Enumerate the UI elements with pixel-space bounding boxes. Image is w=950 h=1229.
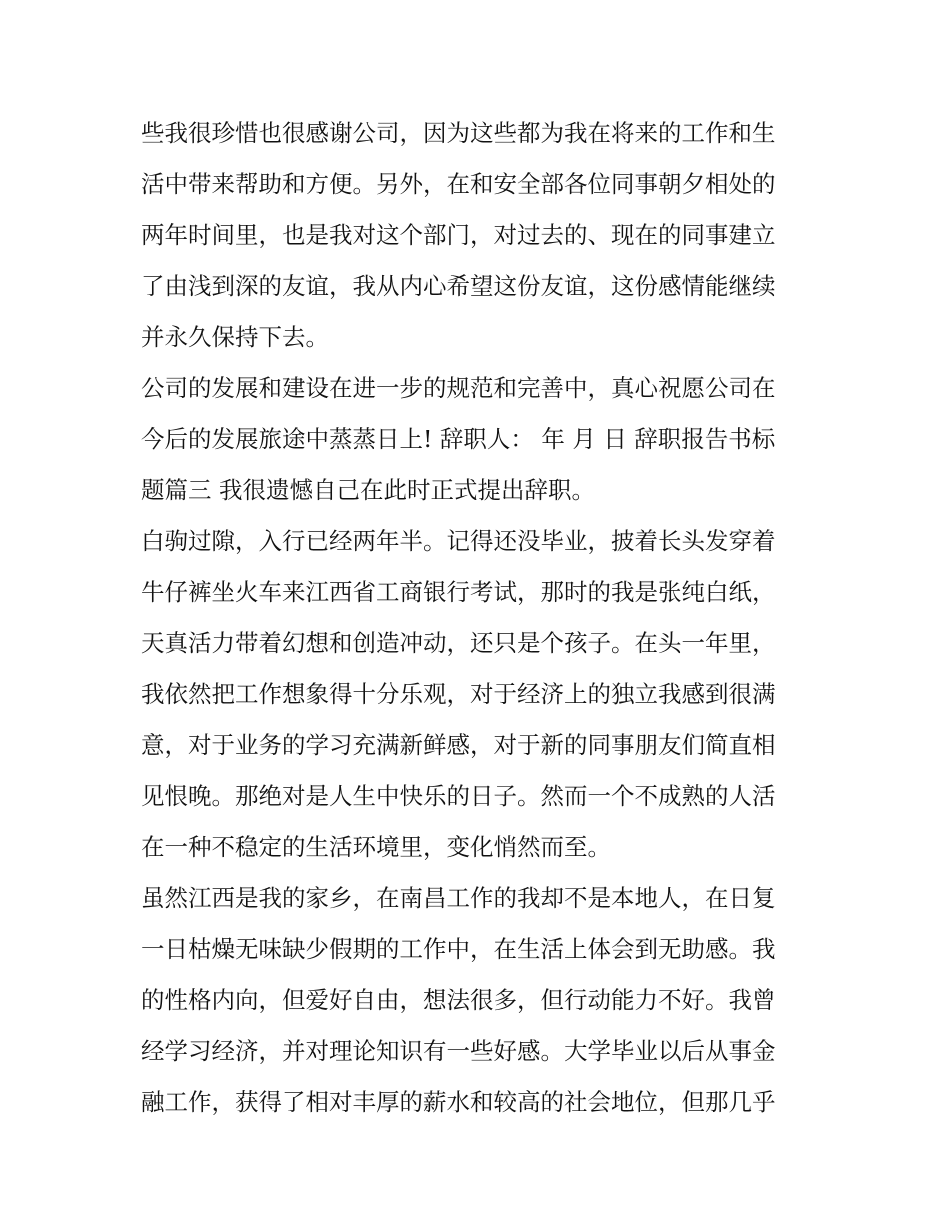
text-line: 天真活力带着幻想和创造冲动，还只是个孩子。在头一年里，: [141, 629, 776, 657]
text-line: 融工作，获得了相对丰厚的薪水和较高的社会地位，但那几乎: [141, 1088, 776, 1116]
text-line: 经学习经济，并对理论知识有一些好感。大学毕业以后从事金: [141, 1037, 776, 1065]
text-line: 在一种不稳定的生活环境里，变化悄然而至。: [141, 833, 611, 861]
document-body: [141, 108, 813, 1128]
text-line: 意，对于业务的学习充满新鲜感，对于新的同事朋友们简直相: [141, 731, 776, 759]
text-line: 我依然把工作想象得十分乐观，对于经济上的独立我感到很满: [141, 680, 776, 708]
text-line: 两年时间里，也是我对这个部门，对过去的、现在的同事建立: [141, 221, 776, 249]
text-line: 今后的发展旅途中蒸蒸日上! 辞职人： 年 月 日 辞职报告书标: [141, 425, 776, 453]
text-line: 牛仔裤坐火车来江西省工商银行考试，那时的我是张纯白纸，: [141, 578, 776, 606]
text-line: 公司的发展和建设在进一步的规范和完善中，真心祝愿公司在: [141, 374, 776, 402]
text-line: 见恨晚。那绝对是人生中快乐的日子。然而一个不成熟的人活: [141, 782, 776, 810]
text-line: 一日枯燥无味缺少假期的工作中，在生活上体会到无助感。我: [141, 935, 776, 963]
text-line: 并永久保持下去。: [141, 323, 329, 351]
text-line: 活中带来帮助和方便。另外，在和安全部各位同事朝夕相处的: [141, 170, 776, 198]
text-line: 了由浅到深的友谊，我从内心希望这份友谊，这份感情能继续: [141, 272, 776, 300]
text-line: 的性格内向，但爱好自由，想法很多，但行动能力不好。我曾: [141, 986, 776, 1014]
text-line: 题篇三 我很遗憾自己在此时正式提出辞职。: [141, 476, 595, 504]
text-line: 虽然江西是我的家乡，在南昌工作的我却不是本地人，在日复: [141, 884, 776, 912]
text-line: 些我很珍惜也很感谢公司，因为这些都为我在将来的工作和生: [141, 119, 776, 147]
text-line: 白驹过隙，入行已经两年半。记得还没毕业，披着长头发穿着: [141, 527, 776, 555]
